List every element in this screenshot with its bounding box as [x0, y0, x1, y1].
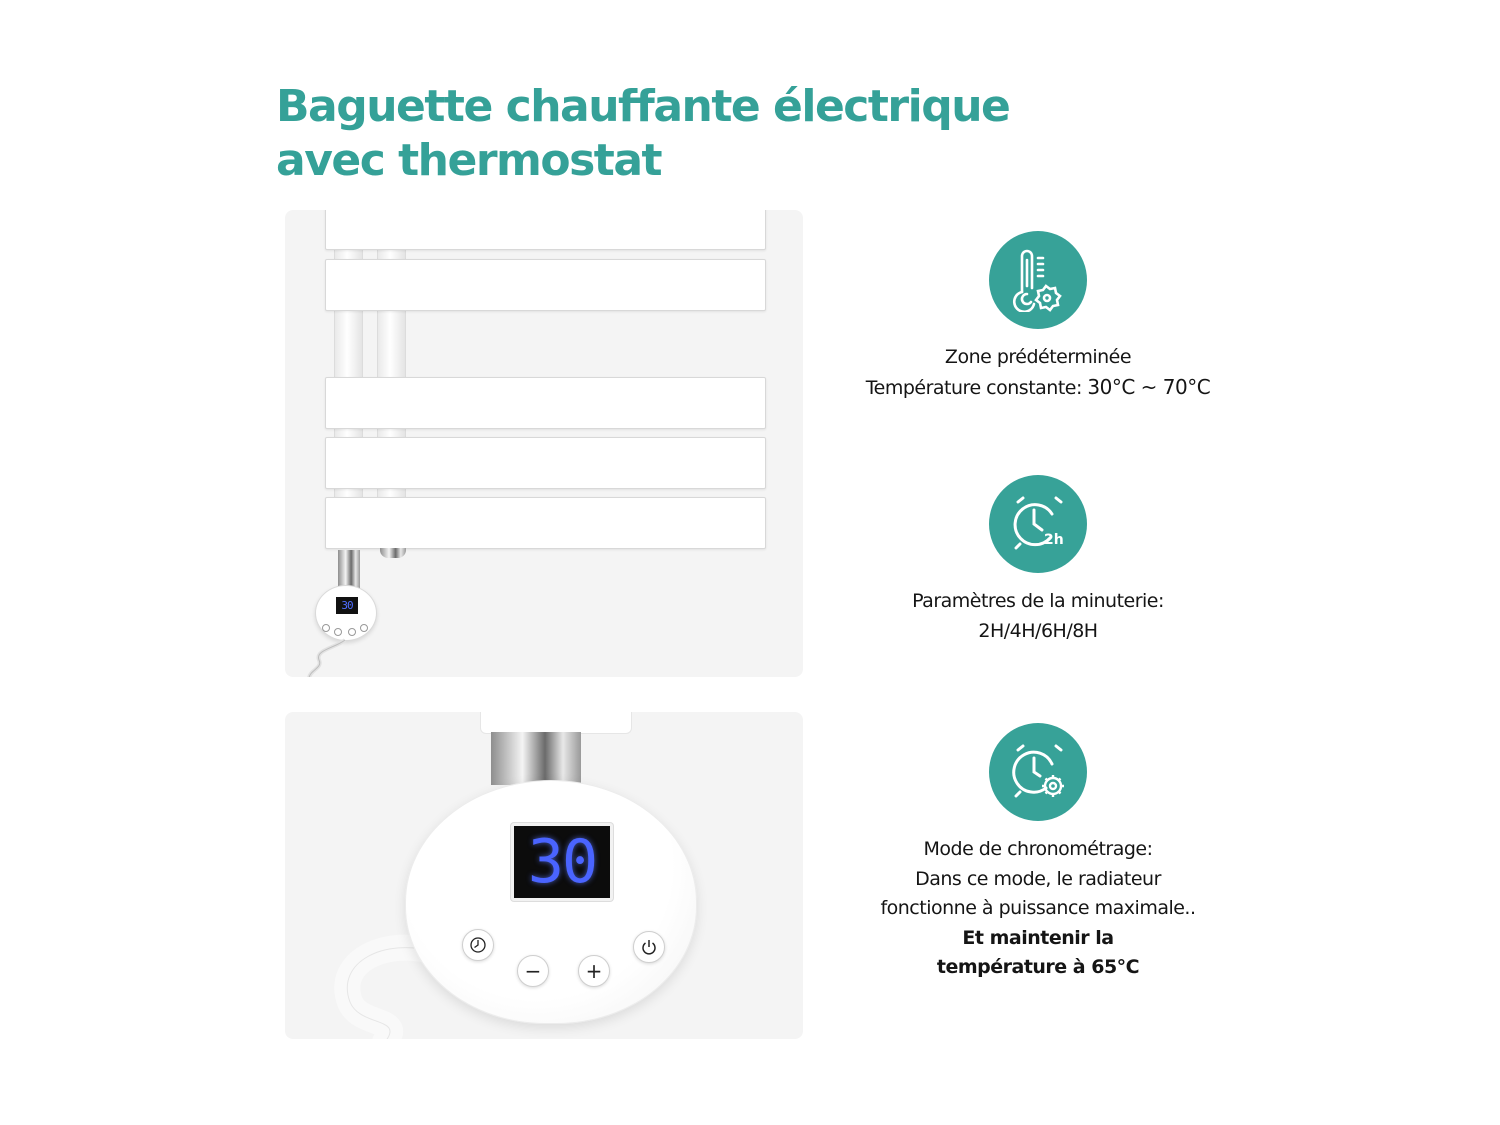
minus-icon: − [524, 959, 542, 983]
plus-button[interactable] [578, 955, 610, 987]
feature-1-line-1: Zone prédéterminée [944, 346, 1132, 368]
page-title [276, 80, 1076, 188]
radiator-bar [325, 210, 766, 250]
radiator-image [285, 210, 803, 677]
heating-element-connector [491, 732, 581, 785]
feature-2-line-1: Paramètres de la minuterie: [912, 590, 1164, 612]
feature-icon-circle [989, 723, 1087, 821]
small-plus-button [348, 628, 356, 636]
feature-1-label: Température constante: [865, 376, 1088, 399]
feature-3-line-4: Et maintenir la [962, 926, 1114, 949]
alarm-clock-2h-icon [1006, 492, 1070, 556]
small-minus-button [334, 628, 342, 636]
alarm-clock-gear-icon [1006, 740, 1070, 804]
svg-text:2h: 2h [1044, 532, 1064, 548]
radiator-bottom-edge [480, 712, 632, 734]
heating-element-connector [338, 550, 360, 590]
small-display: 30 [336, 597, 358, 614]
plus-icon: + [585, 959, 603, 983]
title-line-2: avec thermostat [276, 135, 662, 186]
temperature-display: 30 [511, 823, 613, 901]
thermostat-controller [405, 780, 697, 1024]
feature-preset-temperature [838, 231, 1238, 403]
power-icon [640, 938, 658, 956]
feature-icon-circle [989, 231, 1087, 329]
feature-1-line-2 [838, 373, 1238, 404]
title-line-1: Baguette chauffante électrique [276, 81, 1010, 132]
controller-closeup-image [285, 712, 803, 1039]
feature-2-line-2: 2H/4H/6H/8H [978, 619, 1098, 642]
feature-timer-settings [838, 475, 1238, 646]
minus-button[interactable] [517, 955, 549, 987]
feature-3-line-1: Mode de chronométrage: [923, 838, 1153, 860]
feature-3-line-5: température à 65°C [936, 956, 1140, 978]
thermometer-gear-icon [1008, 248, 1068, 312]
radiator-bar [325, 259, 766, 311]
feature-1-range: 30°C ~ 70°C [1087, 374, 1211, 399]
timer-button[interactable] [462, 929, 494, 961]
valve-cap [380, 548, 406, 558]
small-timer-button [322, 624, 330, 632]
small-power-button [360, 624, 368, 632]
radiator-bar [325, 497, 766, 549]
radiator-bar [325, 377, 766, 429]
feature-icon-circle [989, 475, 1087, 573]
feature-timing-mode [838, 723, 1238, 983]
radiator-bar [325, 437, 766, 489]
feature-3-line-3: fonctionne à puissance maximale.. [880, 897, 1196, 919]
power-cable [305, 638, 365, 677]
clock-icon [469, 936, 487, 954]
power-button[interactable] [633, 931, 665, 963]
thermostat-controller-small [315, 585, 377, 641]
feature-3-line-2: Dans ce mode, le radiateur [915, 867, 1161, 890]
